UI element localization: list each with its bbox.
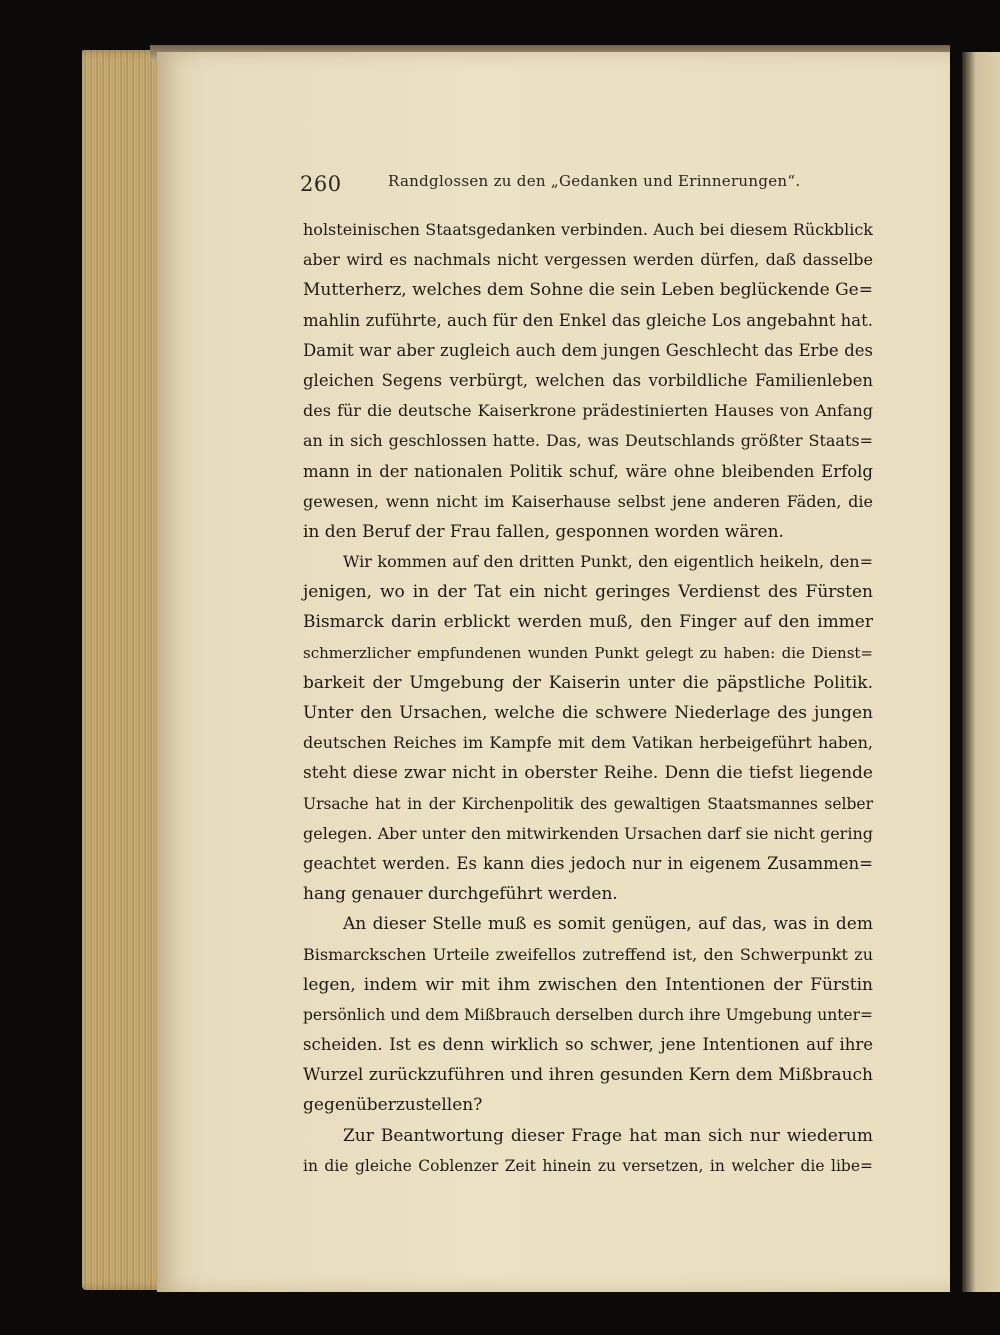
text-line: Ursache hat in der Kirchenpolitik des gewaltigen Staatsmannes selber	[303, 794, 873, 813]
text-line: geachtet werden. Es kann dies jedoch nur in eigenem Zusammen=	[303, 853, 873, 873]
text-line: Bismarck darin erblickt werden muß, den Finger auf den immer	[303, 612, 873, 633]
text-line: Bismarckschen Urteile zweifellos zutreffend ist, den Schwerpunkt zu	[303, 944, 873, 964]
text-line: jenigen, wo in der Tat ein nicht geringes Verdienst des Fürsten	[303, 582, 873, 603]
text-line: schmerzlicher empfundenen wunden Punkt gelegt zu haben: die Dienst=	[303, 643, 873, 662]
text-line: Mutterherz, welches dem Sohne die sein Leben beglückende Ge=	[303, 280, 873, 301]
text-line: steht diese zwar nicht in oberster Reihe. Denn die tiefst liegende	[303, 763, 873, 784]
text-line: gelegen. Aber unter den mitwirkenden Ursachen darf sie nicht gering	[303, 823, 873, 843]
text-line: holsteinischen Staatsgedanken verbinden. Auch bei diesem Rückblick	[303, 220, 873, 239]
body-text	[303, 215, 873, 1181]
page-number: 260	[300, 172, 342, 196]
text-line: deutschen Reiches im Kampfe mit dem Vatikan herbeigeführt haben,	[303, 733, 873, 753]
text-line: barkeit der Umgebung der Kaiserin unter die päpstliche Politik.	[303, 672, 873, 693]
text-line: Unter den Ursachen, welche die schwere Niederlage des jungen	[303, 703, 873, 723]
text-line: an in sich geschlossen hatte. Das, was Deutschlands größter Staats=	[303, 431, 873, 451]
text-line: persönlich und dem Mißbrauch derselben durch ihre Umgebung unter=	[303, 1005, 873, 1024]
text-line: hang genauer durchgeführt werden.	[303, 884, 618, 905]
text-line: in den Beruf der Frau fallen, gesponnen worden wären.	[303, 521, 784, 542]
text-line: Wurzel zurückzuführen und ihren gesunden Kern dem Mißbrauch	[303, 1065, 873, 1086]
text-line: An dieser Stelle muß es somit genügen, auf das, was in dem	[343, 914, 873, 935]
text-line: gleichen Segens verbürgt, welchen das vorbildliche Familienleben	[303, 370, 873, 390]
text-line: gewesen, wenn nicht im Kaiserhause selbst jene anderen Fäden, die	[303, 491, 873, 511]
text-line: scheiden. Ist es denn wirklich so schwer, jene Intentionen auf ihre	[303, 1035, 873, 1055]
running-head	[300, 168, 860, 198]
text-line: mahlin zuführte, auch für den Enkel das gleiche Los angebahnt hat.	[303, 310, 873, 330]
text-line: aber wird es nachmals nicht vergessen werden dürfen, daß dasselbe	[303, 250, 873, 270]
running-title: Randglossen zu den „Gedanken und Erinnerungen“.	[388, 172, 801, 190]
text-line: Damit war aber zugleich auch dem jungen Geschlecht das Erbe des	[303, 340, 873, 360]
text-line: des für die deutsche Kaiserkrone prädestinierten Hauses von Anfang	[303, 401, 873, 421]
text-line: Zur Beantwortung dieser Frage hat man sich nur wiederum	[343, 1125, 873, 1146]
facing-page-edge	[962, 52, 1000, 1292]
text-line: Wir kommen auf den dritten Punkt, den eigentlich heikeln, den=	[343, 552, 873, 572]
text-line: mann in der nationalen Politik schuf, wäre ohne bleibenden Erfolg	[303, 461, 873, 481]
text-line: in die gleiche Coblenzer Zeit hinein zu versetzen, in welcher die libe=	[303, 1156, 873, 1175]
text-line: legen, indem wir mit ihm zwischen den Intentionen der Fürstin	[303, 974, 873, 995]
text-line: gegenüberzustellen?	[303, 1095, 483, 1116]
